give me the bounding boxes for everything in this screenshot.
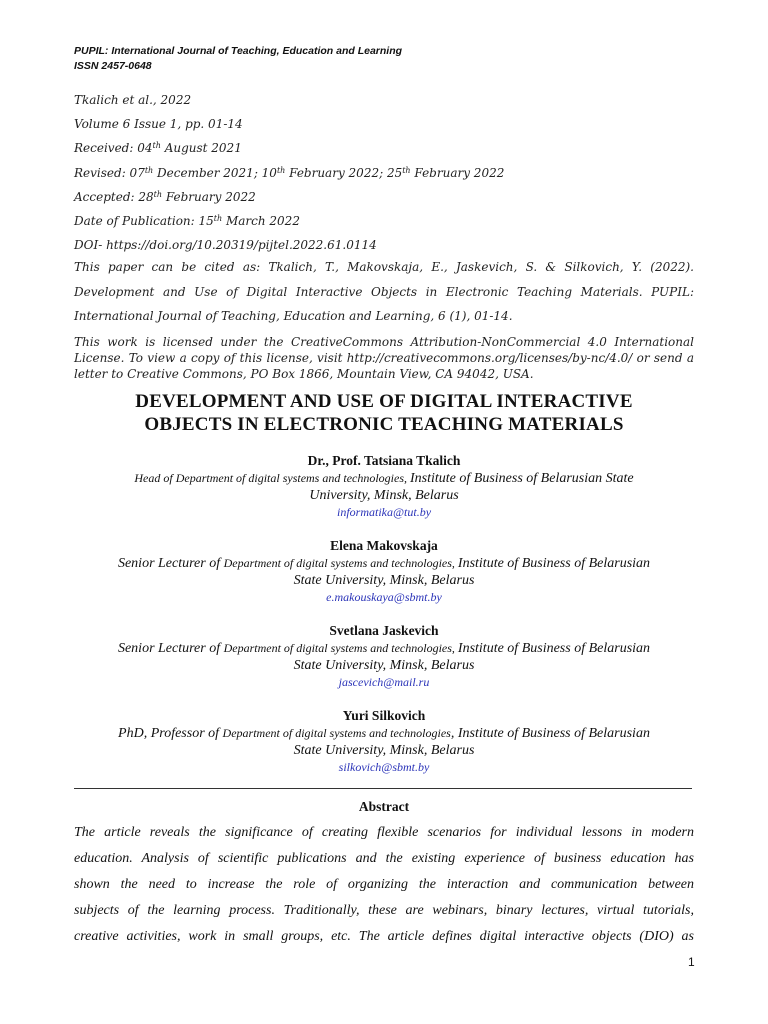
author-block	[74, 707, 694, 775]
author-block	[74, 622, 694, 690]
abstract-line: subjects of the learning process. Traditionally, these are webinars, binary lectures, virtual tutorials,	[74, 903, 694, 918]
author-affiliation-line2: State University, Minsk, Belarus	[293, 573, 475, 588]
author-block	[74, 537, 694, 605]
author-affiliation: PhD, Professor of Department of digital systems and technologies, Institute of Business of Belarusian	[118, 726, 650, 741]
volume-info: Volume 6 Issue 1, pp. 01-14	[74, 117, 243, 132]
title-line-2: OBJECTS IN ELECTRONIC TEACHING MATERIALS	[144, 414, 624, 435]
author-email[interactable]: silkovich@sbmt.by	[338, 760, 430, 774]
abstract-line: shown the need to increase the role of organizing the interaction and communication between	[74, 877, 694, 892]
publication-metadata	[74, 88, 694, 382]
author-affiliation: Senior Lecturer of Department of digital systems and technologies, Institute of Business of Belarusian	[117, 641, 651, 656]
author-affiliation-line2: University, Minsk, Belarus	[309, 488, 459, 503]
author-name: Elena Makovskaja	[330, 538, 438, 553]
author-email[interactable]: e.makouskaya@sbmt.by	[326, 590, 442, 604]
citation-text: This paper can be cited as: Tkalich, T., Makovskaja, E., Jaskevich, S. & Silkovich, Y. (2022). Development and Use of Digital Interactive Objects in Electronic Teaching Materials. PUPIL: International Journal of Teaching, Education and Learning, 6 (1), 01-14.	[74, 260, 694, 324]
issn: ISSN 2457-0648	[74, 60, 152, 72]
license-text: This work is licensed under the CreativeCommons Attribution-NonCommercial 4.0 International License. To view a copy of this license, visit http://creativecommons.org/licenses/by-nc/4.0/ or send a letter to Creative Commons, PO Box 1866, Mountain View, CA 94042, USA.	[74, 334, 694, 381]
title-line-1: DEVELOPMENT AND USE OF DIGITAL INTERACTIVE	[135, 391, 633, 412]
received-date: Received: 04th August 2021	[74, 141, 242, 156]
author-affiliation-line2: State University, Minsk, Belarus	[293, 743, 475, 758]
section-divider	[74, 788, 692, 789]
author-email[interactable]: informatika@tut.by	[336, 505, 432, 519]
revised-dates: Revised: 07th December 2021; 10th February 2022; 25th February 2022	[74, 165, 505, 180]
author-name: Dr., Prof. Tatsiana Tkalich	[307, 453, 461, 468]
abstract-line: creative activities, work in small groups, etc. The article defines digital interactive objects (DIO) as	[74, 929, 694, 944]
journal-header	[74, 44, 402, 74]
author-affiliation: Head of Department of digital systems and technologies, Institute of Business of Belarusian State	[134, 471, 634, 486]
abstract-text	[74, 820, 694, 950]
doi: DOI- https://doi.org/10.20319/pijtel.2022.61.0114	[74, 238, 377, 253]
author-email[interactable]: jascevich@mail.ru	[338, 675, 430, 689]
author-block	[74, 452, 694, 520]
author-name: Svetlana Jaskevich	[329, 623, 439, 638]
publication-date: Date of Publication: 15th March 2022	[74, 213, 300, 228]
accepted-date: Accepted: 28th February 2022	[74, 189, 256, 204]
abstract-line: The article reveals the significance of creating flexible scenarios for individual lessons in modern	[74, 825, 694, 840]
authors-short: Tkalich et al., 2022	[74, 93, 192, 107]
abstract-line: education. Analysis of scientific publications and the existing experience of business education has	[74, 851, 694, 866]
journal-name: PUPIL: International Journal of Teaching, Education and Learning	[74, 45, 403, 57]
paper-title	[74, 390, 694, 436]
author-affiliation: Senior Lecturer of Department of digital systems and technologies, Institute of Business of Belarusian	[117, 556, 651, 571]
author-name: Yuri Silkovich	[342, 708, 426, 723]
page-number: 1	[688, 955, 695, 969]
author-affiliation-line2: State University, Minsk, Belarus	[293, 658, 475, 673]
abstract-heading: Abstract	[358, 799, 410, 814]
